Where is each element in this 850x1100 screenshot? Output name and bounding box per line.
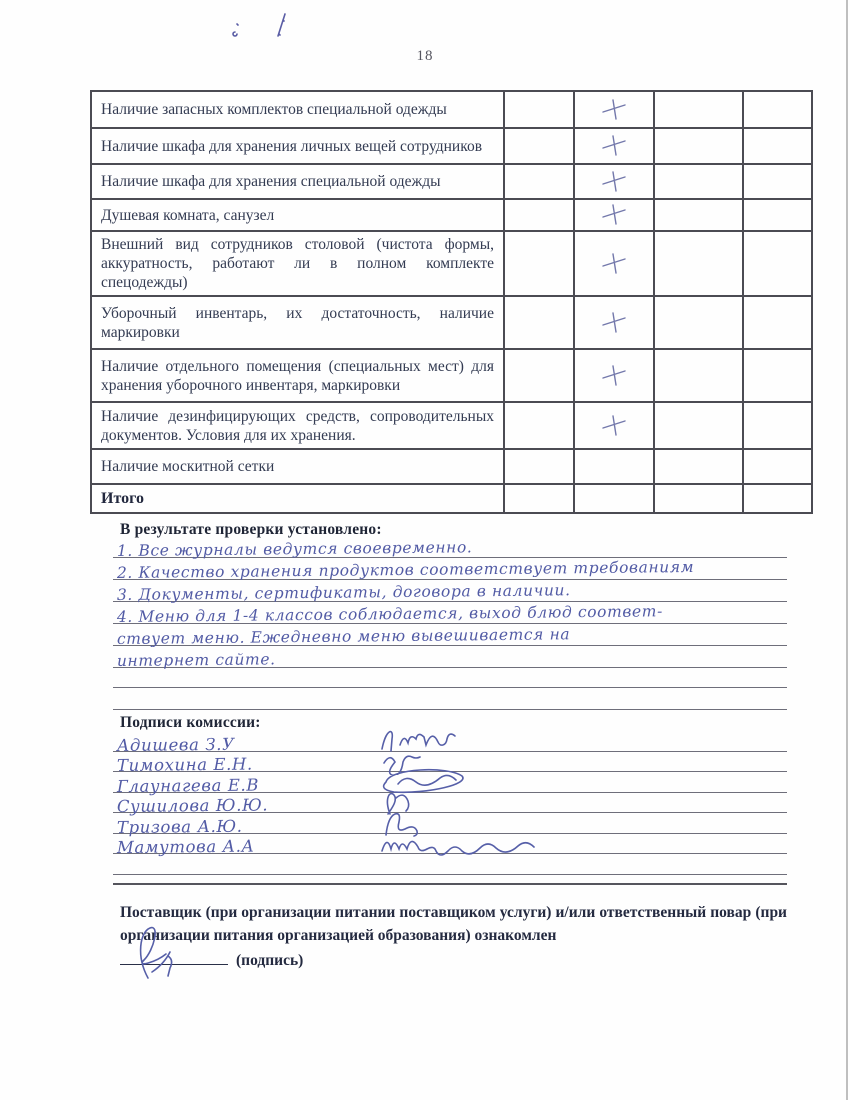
blank-line [113, 854, 787, 875]
signature-lines [113, 731, 787, 875]
handwritten-line [113, 602, 787, 624]
row-label: Наличие дезинфицирующих средств, сопроводительных документов. Условия для их хранения. [101, 407, 494, 444]
table-row-total [91, 484, 812, 513]
table-row [91, 402, 812, 449]
table-row [91, 349, 812, 402]
table-row [91, 128, 812, 164]
results-heading: В результате проверки установлено: [120, 521, 382, 538]
table-row [91, 164, 812, 199]
footer-signature-squiggle-icon [128, 922, 194, 982]
plus-check-icon [601, 170, 627, 194]
row-label: Наличие отдельного помещения (специальных мест) для хранения уборочного инвентаря, маркировки [101, 357, 494, 394]
footer-signature-line [120, 950, 787, 970]
row-label: Душевая комната, санузел [101, 206, 275, 224]
plus-check-icon [601, 364, 627, 388]
page-number: 18 [416, 48, 434, 64]
member-name: Сушилова Ю.Ю. [116, 795, 269, 816]
row-label: Внешний вид сотрудников столовой (чистота формы, аккуратность, работают ли в полном комплекте спецодежды) [101, 236, 494, 291]
blank-line [113, 666, 787, 688]
plus-check-icon [601, 203, 627, 227]
plus-check-icon [601, 414, 627, 438]
signature-squiggle-icon [378, 827, 548, 857]
handwritten-line [113, 624, 787, 646]
signature-row [113, 772, 787, 796]
ink-smudge-icon [225, 8, 300, 42]
results-lines [113, 536, 787, 710]
scan-edge [846, 0, 848, 1100]
row-label: Итого [101, 490, 144, 507]
table-row [91, 296, 812, 349]
table-row [91, 449, 812, 484]
signature-label: (подпись) [236, 952, 304, 969]
footer-text: Поставщик (при организации питании поставщиком услуги) и/или ответственный повар (при организации питания организацией образования) ознакомлен [120, 904, 787, 944]
plus-check-icon [601, 98, 627, 122]
handwriting: 4. Меню для 1-4 классов соблюдается, выход блюд соответ- [116, 602, 663, 626]
member-name: Мамутова А.А [116, 836, 255, 857]
handwriting: интернет сайте. [116, 650, 276, 670]
plus-check-icon [601, 311, 627, 335]
handwriting: 3. Документы, сертификаты, договора в наличии. [116, 581, 571, 604]
handwriting: ствует меню. Ежедневно меню вывешивается на [116, 625, 571, 648]
handwriting: 1. Все журналы ведутся своевременно. [116, 538, 473, 560]
signatures-heading: Подписи комиссии: [120, 714, 261, 731]
member-name: Тимохина Е.Н. [116, 754, 253, 775]
handwriting: 2. Качество хранения продуктов соответствует требованиям [116, 557, 695, 582]
inspection-checklist-table [90, 90, 813, 514]
handwritten-line [113, 536, 787, 558]
signature-row [113, 793, 787, 814]
table-row [91, 91, 812, 128]
member-name: Адишева З.У [116, 734, 235, 755]
plus-check-icon [601, 134, 627, 158]
row-label: Наличие запасных комплектов специальной одежды [101, 101, 447, 118]
plus-check-icon [601, 252, 627, 276]
row-label: Уборочный инвентарь, их достаточность, наличие маркировки [101, 304, 494, 341]
signature-row [113, 731, 787, 755]
handwritten-line [113, 580, 787, 602]
table-row [91, 199, 812, 231]
handwritten-line [113, 558, 787, 580]
blank-line [113, 688, 787, 710]
signature-row [113, 834, 787, 855]
member-name: Тризова А.Ю. [116, 816, 243, 837]
footer [120, 902, 787, 970]
table-row [91, 231, 812, 296]
row-label: Наличие москитной сетки [101, 458, 275, 475]
member-name: Глаунагева Е.В [116, 775, 260, 796]
separator-line [113, 883, 787, 885]
row-label: Наличие шкафа для хранения специальной одежды [101, 173, 441, 190]
handwritten-line [113, 646, 787, 668]
row-label: Наличие шкафа для хранения личных вещей сотрудников [101, 137, 483, 155]
